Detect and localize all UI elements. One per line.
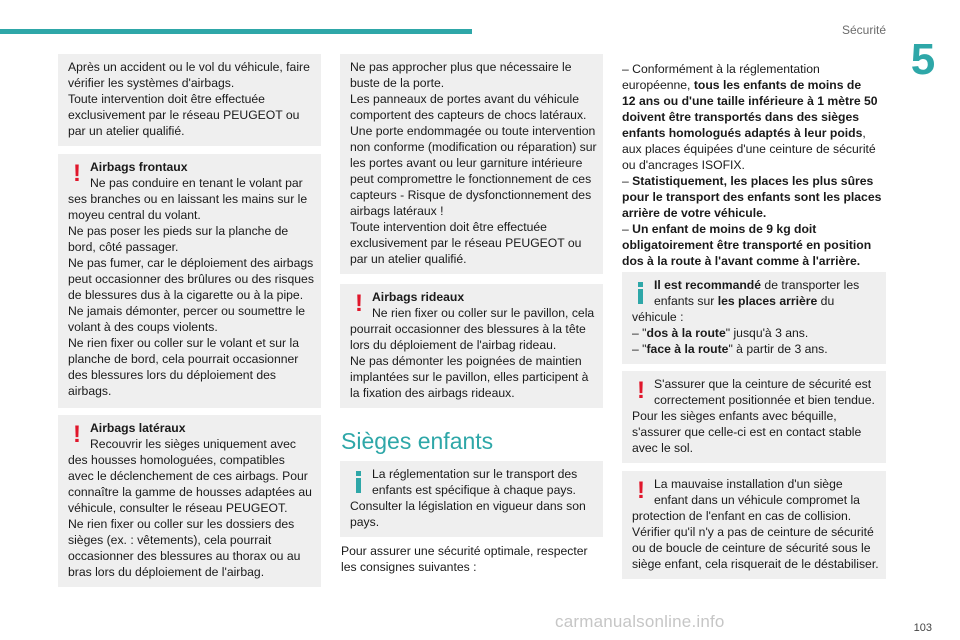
- warning-icon: !: [73, 160, 81, 187]
- text-line: Ne rien fixer ou coller sur le pavillon, cela: [372, 306, 595, 320]
- text-line: non conforme (modification ou réparation) sur: [350, 140, 597, 154]
- text-line: Ne pas poser les pieds sur la planche de: [68, 224, 289, 238]
- warning-title: Airbags frontaux: [90, 160, 188, 174]
- page-number: 103: [913, 622, 932, 634]
- text-line: 12 ans ou d'une taille inférieure à 1 mètre 50: [622, 94, 878, 108]
- text-line: enfants sur les places arrière du: [654, 294, 835, 308]
- text-line: – Conformément à la réglementation: [622, 62, 820, 76]
- text-line: par un atelier qualifié.: [68, 124, 185, 138]
- text-line: comportent des capteurs de chocs latéraux.: [350, 108, 587, 122]
- text-line: doivent être transportés dans des sièges: [622, 110, 860, 124]
- text-line: – "dos à la route" jusqu'à 3 ans.: [632, 326, 809, 340]
- text-line: Les panneaux de portes avant du véhicule: [350, 92, 580, 106]
- text-line: – Un enfant de moins de 9 kg doit: [622, 222, 817, 236]
- text-line: dos à la route à l'avant comme à l'arrière.: [622, 254, 861, 268]
- text-line: Ne pas fumer, car le déploiement des airbags: [68, 256, 314, 270]
- text-line: la fixation des airbags rideaux.: [350, 386, 515, 400]
- warning-icon: !: [637, 477, 645, 504]
- text-line: enfant dans un véhicule compromet la: [654, 493, 860, 507]
- text-line: ses branches ou en laissant les mains sur le: [68, 192, 308, 206]
- text-line: implantées sur le pavillon, elles participent à: [350, 370, 589, 384]
- text-line: – "face à la route" à partir de 3 ans.: [632, 342, 828, 356]
- text-line: aux places équipées d'une ceinture de sécurité: [622, 142, 876, 156]
- info-icon: [354, 471, 364, 493]
- text-line: Toute intervention doit être effectuée: [350, 220, 547, 234]
- warning-icon: !: [637, 377, 645, 404]
- text-line: exclusivement par le réseau PEUGEOT ou: [68, 108, 300, 122]
- text-line: Ne rien fixer ou coller sur les dossiers des: [68, 517, 295, 531]
- text-line: siège enfant, cela risquerait de le déstabiliser.: [632, 557, 879, 571]
- text-line: Pour assurer une sécurité optimale, respecter: [341, 544, 588, 558]
- text-line: Ne pas approcher plus que nécessaire le: [350, 60, 572, 74]
- chapter-number: 5: [910, 35, 936, 84]
- text-line: pourrait occasionner des blessures à la tête: [350, 322, 586, 336]
- text-line: Recouvrir les sièges uniquement avec: [90, 437, 296, 451]
- text-line: pays.: [350, 515, 380, 529]
- text-line: ou de boucle de ceinture de sécurité sous le: [632, 541, 871, 555]
- text-line: moyeu central du volant.: [68, 208, 201, 222]
- text-line: exclusivement par le réseau PEUGEOT ou: [350, 236, 582, 250]
- warning-title: Airbags rideaux: [372, 290, 465, 304]
- text-line: arrière de votre véhicule.: [622, 206, 767, 220]
- info-box-rear-seats: [622, 272, 886, 364]
- text-line: airbags latéraux !: [350, 204, 444, 218]
- warning-box-installation: [622, 471, 886, 579]
- text-line: bord, côté passager.: [68, 240, 179, 254]
- text-line: avec le déclenchement de ces airbags. Pour: [68, 469, 308, 483]
- text-line: connaître la gamme de housses adaptées au: [68, 485, 312, 499]
- text-line: – Statistiquement, les places les plus sûres: [622, 174, 874, 188]
- text-line: sièges (ex. : vêtements), cela pourrait: [68, 533, 272, 547]
- text-line: protection de l'enfant en cas de collision.: [632, 509, 852, 523]
- text-line: Ne pas démonter les poignées de maintien: [350, 354, 582, 368]
- section-heading-child-seats: Sièges enfants: [341, 428, 494, 454]
- warning-box-seat-belt: [622, 371, 886, 463]
- text-line: capteurs - Risque de dysfonctionnement des: [350, 188, 592, 202]
- text-line: enfants homologués adaptés à leur poids,: [622, 126, 866, 140]
- text-line: les consignes suivantes :: [341, 560, 477, 574]
- text-line: Ne pas conduire en tenant le volant par: [90, 176, 303, 190]
- text-line: volant à des coups violents.: [68, 320, 218, 334]
- text-line: par un atelier qualifié.: [350, 252, 467, 266]
- text-line: véhicule, consulter le réseau PEUGEOT.: [68, 501, 288, 515]
- text-line: S'assurer que la ceinture de sécurité est: [654, 377, 872, 391]
- info-box-regulation: [340, 461, 603, 537]
- paragraph-safety-instructions: [341, 543, 604, 575]
- text-line: Après un accident ou le vol du véhicule, faire: [68, 60, 310, 74]
- text-line: La mauvaise installation d'un siège: [654, 477, 843, 491]
- text-line: obligatoirement être transporté en position: [622, 238, 872, 252]
- warning-icon: !: [355, 290, 363, 317]
- text-line: occasionner des blessures au thorax ou au: [68, 549, 301, 563]
- text-line: enfants est spécifique à chaque pays.: [372, 483, 576, 497]
- text-line: La réglementation sur le transport des: [372, 467, 578, 481]
- text-line: européenne, tous les enfants de moins de: [622, 78, 862, 92]
- text-line: airbags.: [68, 384, 112, 398]
- warning-box-curtain-airbags: [340, 284, 603, 408]
- text-line: correctement positionnée et bien tendue.: [654, 393, 875, 407]
- text-line: Ne rien fixer ou coller sur le volant et sur la: [68, 336, 299, 350]
- text-line: Il est recommandé de transporter les: [654, 278, 860, 292]
- text-line: des blessures lors du déploiement des: [68, 368, 276, 382]
- section-title: Sécurité: [841, 23, 886, 37]
- text-line: de blessures dus à la cigarette ou à la pipe.: [68, 288, 304, 302]
- text-line: Toute intervention doit être effectuée: [68, 92, 265, 106]
- text-line: pour le transport des enfants sont les places: [622, 190, 882, 204]
- text-line: Consulter la législation en vigueur dans son: [350, 499, 586, 513]
- text-line: vérifier les systèmes d'airbags.: [68, 76, 235, 90]
- text-line: Vérifier qu'il n'y a pas de ceinture de sécurité: [632, 525, 874, 539]
- warning-title: Airbags latéraux: [90, 421, 186, 435]
- header-accent-bar: [0, 29, 472, 34]
- text-line: bras lors du déploiement de l'airbag.: [68, 565, 265, 579]
- text-line: peut compromettre le fonctionnement de ces: [350, 172, 592, 186]
- list-child-transport-rules: [622, 61, 887, 269]
- text-line: Pour les sièges enfants avec béquille,: [632, 409, 837, 423]
- warning-box-frontal-airbags: [58, 154, 321, 408]
- warning-icon: !: [73, 421, 81, 448]
- note-box-after-accident: [58, 54, 321, 146]
- warning-box-side-airbags: [58, 415, 321, 587]
- watermark: carmanualsonline.info: [555, 612, 725, 631]
- note-box-doors: [340, 54, 603, 274]
- text-line: Ne jamais démonter, percer ou soumettre le: [68, 304, 306, 318]
- text-line: planche de bord, cela pourrait occasionner: [68, 352, 299, 366]
- text-line: Une porte endommagée ou toute intervention: [350, 124, 596, 138]
- text-line: véhicule :: [632, 310, 684, 324]
- text-line: ou d'ancrages ISOFIX.: [622, 158, 745, 172]
- text-line: avec le sol.: [632, 441, 693, 455]
- info-icon: [636, 282, 646, 304]
- text-line: buste de la porte.: [350, 76, 445, 90]
- text-line: des housses homologuées, compatibles: [68, 453, 285, 467]
- text-line: lors du déploiement de l'airbag rideau.: [350, 338, 557, 352]
- text-line: s'assurer que celle-ci est en contact stable: [632, 425, 862, 439]
- text-line: peut occasionner des brûlures ou des risques: [68, 272, 314, 286]
- text-line: les portes avant ou leur garniture intérieure: [350, 156, 583, 170]
